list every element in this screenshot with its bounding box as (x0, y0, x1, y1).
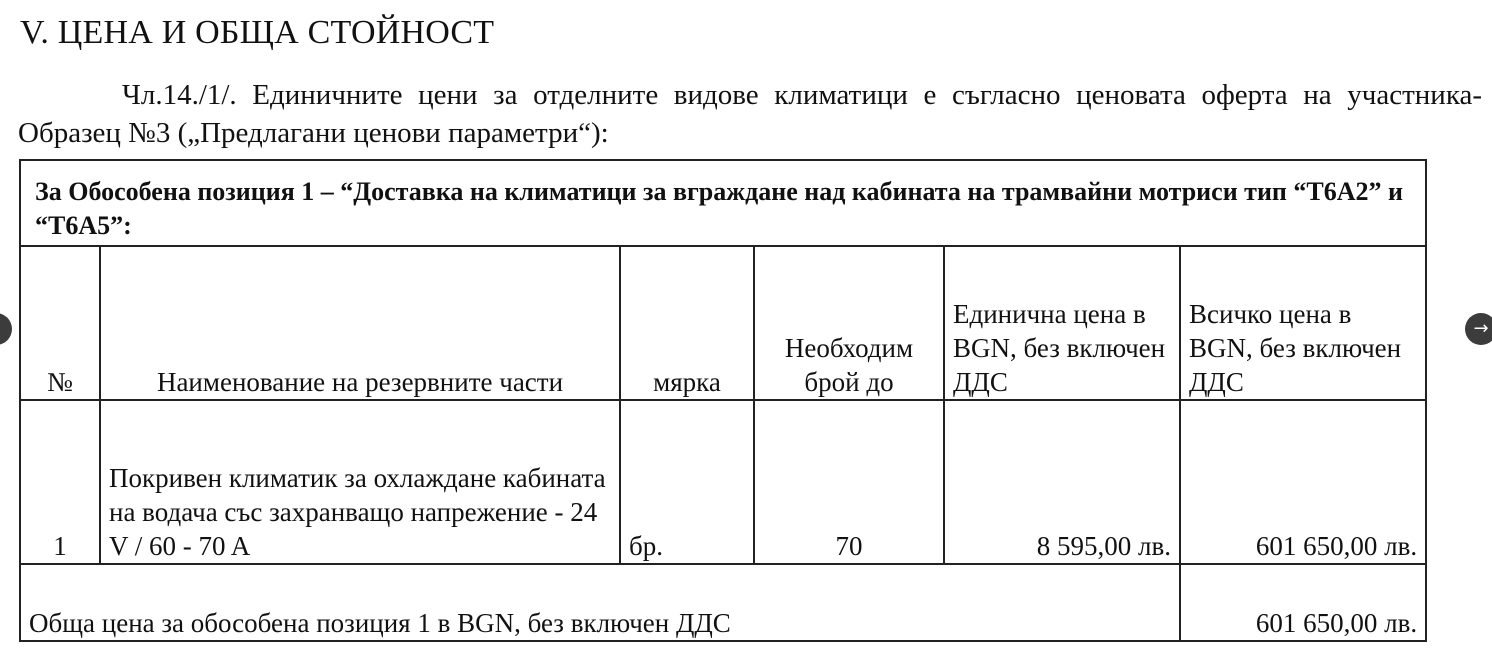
table-title: За Обособена позиция 1 – “Доставка на климатици за вграждане над кабината на трамвайни мотриси тип “Т6А2” и “Т6А5”: (20, 160, 1426, 246)
header-number: № (20, 246, 100, 400)
table-header-row (20, 246, 1426, 400)
table-row (20, 400, 1426, 564)
cell-unit-price: 8 595,00 лв. (944, 400, 1180, 564)
arrow-right-icon[interactable]: → (1465, 313, 1492, 345)
header-quantity: Необходим брой до (754, 246, 944, 400)
table-title-row (20, 160, 1426, 246)
header-name: Наименование на резервните части (100, 246, 620, 400)
cell-total-price: 601 650,00 лв. (1180, 400, 1426, 564)
cell-number: 1 (20, 400, 100, 564)
header-unit-price: Единична цена в BGN, без включен ДДС (944, 246, 1180, 400)
header-total-price: Всичко цена в BGN, без включен ДДС (1180, 246, 1426, 400)
total-label: Обща цена за обособена позиция 1 в BGN, без включен ДДС (20, 564, 1180, 641)
cell-unit: бр. (620, 400, 754, 564)
cell-quantity: 70 (754, 400, 944, 564)
price-table (19, 159, 1427, 642)
arrow-left-icon[interactable] (0, 313, 12, 345)
paragraph-text: Чл.14./1/. Единичните цени за отделните видове климатици е съгласно ценовата оферта на участника- Образец №3 („Предлагани ценови параметри“): (18, 79, 1482, 149)
table-total-row (20, 564, 1426, 641)
header-unit: мярка (620, 246, 754, 400)
cell-name: Покривен климатик за охлаждане кабината на водача със захранващо напрежение - 24 V / 60 - 70 A (100, 400, 620, 564)
paragraph-article-14 (18, 76, 1482, 152)
total-value: 601 650,00 лв. (1180, 564, 1426, 641)
section-heading: V. ЦЕНА И ОБЩА СТОЙНОСТ (20, 14, 495, 51)
